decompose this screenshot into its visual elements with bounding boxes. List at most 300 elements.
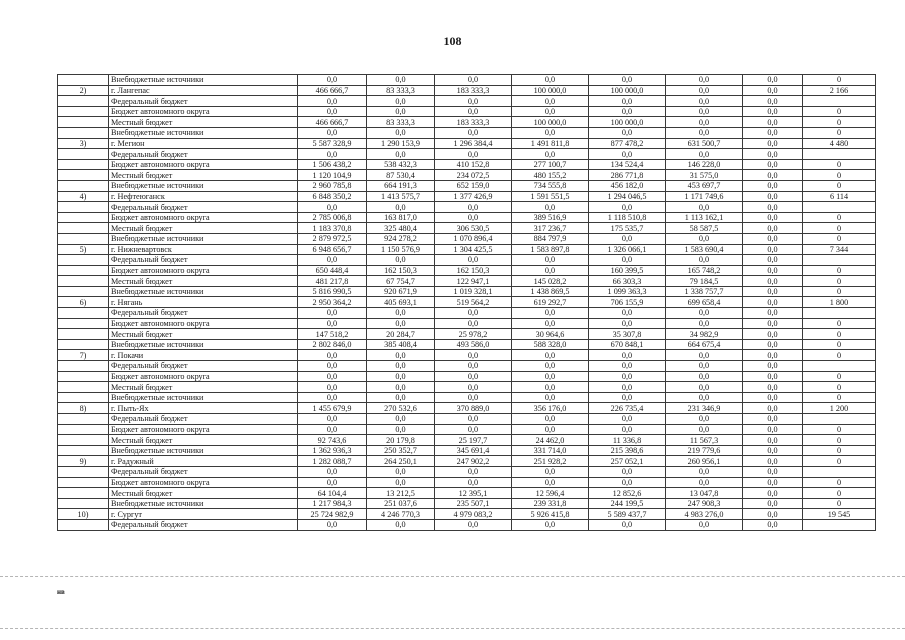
value-cell: 25 197,7 bbox=[435, 435, 512, 446]
value-cell: 0,0 bbox=[512, 96, 589, 107]
value-cell: 0,0 bbox=[298, 149, 367, 160]
value-cell: 20 284,7 bbox=[367, 329, 435, 340]
value-cell: 0,0 bbox=[298, 477, 367, 488]
value-cell: 4 983 276,0 bbox=[666, 509, 743, 520]
value-cell: 0,0 bbox=[743, 488, 803, 499]
value-cell: 0,0 bbox=[512, 106, 589, 117]
value-cell: 0,0 bbox=[743, 318, 803, 329]
value-cell: 0,0 bbox=[435, 350, 512, 361]
table-row-source bbox=[58, 382, 876, 393]
row-name-cell: Внебюджетные источники bbox=[109, 392, 298, 403]
value-cell: 0,0 bbox=[589, 308, 666, 319]
row-index-cell bbox=[58, 329, 109, 340]
value-cell: 11 567,3 bbox=[666, 435, 743, 446]
value-cell: 0 bbox=[803, 286, 876, 297]
row-name-cell: Внебюджетные источники bbox=[109, 339, 298, 350]
page-number: 108 bbox=[443, 34, 462, 48]
value-cell: 0,0 bbox=[743, 308, 803, 319]
row-index-cell bbox=[58, 414, 109, 425]
value-cell: 0,0 bbox=[298, 308, 367, 319]
value-cell: 64 104,4 bbox=[298, 488, 367, 499]
table-row-city bbox=[58, 85, 876, 96]
value-cell: 0,0 bbox=[589, 371, 666, 382]
table-row-city bbox=[58, 191, 876, 202]
value-cell: 0,0 bbox=[743, 202, 803, 213]
value-cell: 410 152,8 bbox=[435, 159, 512, 170]
row-name-cell: Местный бюджет bbox=[109, 170, 298, 181]
value-cell: 0,0 bbox=[743, 498, 803, 509]
value-cell: 1 438 869,5 bbox=[512, 286, 589, 297]
value-cell bbox=[803, 519, 876, 530]
row-name-cell: г. Мегион bbox=[109, 138, 298, 149]
row-name-cell: Внебюджетные источники bbox=[109, 286, 298, 297]
value-cell: 0,0 bbox=[743, 424, 803, 435]
value-cell: 0,0 bbox=[367, 96, 435, 107]
value-cell: 0 bbox=[803, 477, 876, 488]
value-cell: 389 516,9 bbox=[512, 212, 589, 223]
value-cell: 0,0 bbox=[743, 223, 803, 234]
value-cell: 0,0 bbox=[666, 127, 743, 138]
value-cell: 219 779,6 bbox=[666, 445, 743, 456]
value-cell: 0,0 bbox=[512, 318, 589, 329]
value-cell: 0 bbox=[803, 339, 876, 350]
value-cell: 0,0 bbox=[512, 392, 589, 403]
value-cell: 0,0 bbox=[743, 75, 803, 86]
footer-mark: нв bbox=[57, 588, 65, 596]
row-name-cell: Федеральный бюджет bbox=[109, 96, 298, 107]
row-index-cell: 10) bbox=[58, 509, 109, 520]
value-cell: 24 462,0 bbox=[512, 435, 589, 446]
value-cell: 0,0 bbox=[743, 117, 803, 128]
value-cell: 0,0 bbox=[589, 106, 666, 117]
row-index-cell bbox=[58, 477, 109, 488]
value-cell: 306 530,5 bbox=[435, 223, 512, 234]
value-cell: 0 bbox=[803, 392, 876, 403]
value-cell: 0,0 bbox=[367, 466, 435, 477]
value-cell: 0,0 bbox=[435, 212, 512, 223]
row-index-cell bbox=[58, 149, 109, 160]
value-cell: 1 183 370,8 bbox=[298, 223, 367, 234]
row-index-cell: 3) bbox=[58, 138, 109, 149]
value-cell: 0,0 bbox=[666, 96, 743, 107]
value-cell: 0,0 bbox=[298, 127, 367, 138]
value-cell: 0 bbox=[803, 445, 876, 456]
value-cell bbox=[803, 308, 876, 319]
value-cell: 0,0 bbox=[589, 96, 666, 107]
table-row-source bbox=[58, 276, 876, 287]
value-cell: 1 583 690,4 bbox=[666, 244, 743, 255]
value-cell: 0,0 bbox=[298, 255, 367, 266]
row-name-cell: Бюджет автономного округа bbox=[109, 424, 298, 435]
value-cell: 0,0 bbox=[743, 96, 803, 107]
value-cell: 0,0 bbox=[435, 424, 512, 435]
row-name-cell: Федеральный бюджет bbox=[109, 202, 298, 213]
row-name-cell: г. Нижневартовск bbox=[109, 244, 298, 255]
value-cell: 0,0 bbox=[743, 456, 803, 467]
row-name-cell: Федеральный бюджет bbox=[109, 466, 298, 477]
value-cell: 7 344 bbox=[803, 244, 876, 255]
value-cell: 0 bbox=[803, 212, 876, 223]
row-name-cell: Бюджет автономного округа bbox=[109, 212, 298, 223]
value-cell: 0,0 bbox=[743, 339, 803, 350]
value-cell: 100 000,0 bbox=[512, 85, 589, 96]
value-cell: 0,0 bbox=[512, 308, 589, 319]
row-index-cell bbox=[58, 276, 109, 287]
value-cell: 0,0 bbox=[743, 466, 803, 477]
value-cell: 0,0 bbox=[512, 75, 589, 86]
value-cell: 165 748,2 bbox=[666, 265, 743, 276]
row-name-cell: Бюджет автономного округа bbox=[109, 477, 298, 488]
value-cell: 0 bbox=[803, 424, 876, 435]
value-cell: 0,0 bbox=[743, 286, 803, 297]
value-cell: 277 100,7 bbox=[512, 159, 589, 170]
value-cell: 325 480,4 bbox=[367, 223, 435, 234]
value-cell: 0,0 bbox=[298, 350, 367, 361]
value-cell: 0,0 bbox=[435, 519, 512, 530]
value-cell: 0 bbox=[803, 117, 876, 128]
value-cell: 0,0 bbox=[743, 445, 803, 456]
value-cell: 4 979 083,2 bbox=[435, 509, 512, 520]
table-row-city bbox=[58, 138, 876, 149]
table-row-source bbox=[58, 170, 876, 181]
value-cell: 317 236,7 bbox=[512, 223, 589, 234]
value-cell: 1 019 328,1 bbox=[435, 286, 512, 297]
value-cell: 0,0 bbox=[589, 414, 666, 425]
row-index-cell bbox=[58, 308, 109, 319]
value-cell: 0,0 bbox=[589, 149, 666, 160]
value-cell: 146 228,0 bbox=[666, 159, 743, 170]
value-cell bbox=[803, 96, 876, 107]
value-cell: 0,0 bbox=[512, 255, 589, 266]
value-cell: 0 bbox=[803, 180, 876, 191]
row-index-cell bbox=[58, 212, 109, 223]
value-cell: 162 150,3 bbox=[435, 265, 512, 276]
value-cell: 0,0 bbox=[743, 159, 803, 170]
value-cell: 0,0 bbox=[666, 106, 743, 117]
value-cell: 5 926 415,8 bbox=[512, 509, 589, 520]
row-name-cell: г. Нефтеюганск bbox=[109, 191, 298, 202]
value-cell: 0,0 bbox=[743, 212, 803, 223]
value-cell: 877 478,2 bbox=[589, 138, 666, 149]
value-cell: 1 118 510,8 bbox=[589, 212, 666, 223]
value-cell: 92 743,6 bbox=[298, 435, 367, 446]
value-cell: 12 395,1 bbox=[435, 488, 512, 499]
value-cell: 588 328,0 bbox=[512, 339, 589, 350]
value-cell: 0,0 bbox=[666, 477, 743, 488]
value-cell: 0,0 bbox=[512, 149, 589, 160]
value-cell: 6 848 350,2 bbox=[298, 191, 367, 202]
value-cell: 0,0 bbox=[589, 233, 666, 244]
table-row-source bbox=[58, 223, 876, 234]
row-index-cell bbox=[58, 170, 109, 181]
value-cell: 0,0 bbox=[298, 361, 367, 372]
row-name-cell: Федеральный бюджет bbox=[109, 519, 298, 530]
value-cell: 0,0 bbox=[367, 127, 435, 138]
value-cell: 0,0 bbox=[435, 255, 512, 266]
value-cell: 260 956,1 bbox=[666, 456, 743, 467]
value-cell: 1 282 088,7 bbox=[298, 456, 367, 467]
row-index-cell bbox=[58, 339, 109, 350]
table-row-source bbox=[58, 371, 876, 382]
value-cell: 1 326 066,1 bbox=[589, 244, 666, 255]
value-cell: 134 524,4 bbox=[589, 159, 666, 170]
value-cell: 0,0 bbox=[435, 318, 512, 329]
value-cell: 0,0 bbox=[743, 403, 803, 414]
value-cell: 0,0 bbox=[666, 414, 743, 425]
row-index-cell bbox=[58, 255, 109, 266]
value-cell: 0,0 bbox=[512, 350, 589, 361]
row-index-cell bbox=[58, 223, 109, 234]
value-cell: 650 448,4 bbox=[298, 265, 367, 276]
value-cell: 0,0 bbox=[589, 127, 666, 138]
value-cell: 1 455 679,9 bbox=[298, 403, 367, 414]
value-cell: 0 bbox=[803, 456, 876, 467]
table-row-source bbox=[58, 149, 876, 160]
value-cell: 920 671,9 bbox=[367, 286, 435, 297]
row-index-cell: 6) bbox=[58, 297, 109, 308]
value-cell: 0,0 bbox=[435, 392, 512, 403]
value-cell: 0,0 bbox=[743, 382, 803, 393]
value-cell: 264 250,1 bbox=[367, 456, 435, 467]
value-cell: 405 693,1 bbox=[367, 297, 435, 308]
value-cell: 0 bbox=[803, 233, 876, 244]
value-cell: 4 246 770,3 bbox=[367, 509, 435, 520]
row-index-cell bbox=[58, 361, 109, 372]
value-cell: 215 398,6 bbox=[589, 445, 666, 456]
value-cell: 0,0 bbox=[298, 318, 367, 329]
table-row-source bbox=[58, 75, 876, 86]
value-cell: 270 532,6 bbox=[367, 403, 435, 414]
value-cell: 11 336,8 bbox=[589, 435, 666, 446]
row-index-cell bbox=[58, 318, 109, 329]
value-cell: 0 bbox=[803, 276, 876, 287]
value-cell: 0,0 bbox=[743, 138, 803, 149]
value-cell: 0,0 bbox=[589, 424, 666, 435]
value-cell: 5 587 328,9 bbox=[298, 138, 367, 149]
value-cell: 0 bbox=[803, 106, 876, 117]
value-cell: 631 500,7 bbox=[666, 138, 743, 149]
value-cell: 6 114 bbox=[803, 191, 876, 202]
value-cell: 0,0 bbox=[666, 371, 743, 382]
row-name-cell: г. Радужный bbox=[109, 456, 298, 467]
value-cell: 466 666,7 bbox=[298, 85, 367, 96]
value-cell: 0,0 bbox=[666, 318, 743, 329]
row-name-cell: Бюджет автономного округа bbox=[109, 265, 298, 276]
value-cell: 0,0 bbox=[512, 477, 589, 488]
row-name-cell: Местный бюджет bbox=[109, 435, 298, 446]
value-cell: 83 333,3 bbox=[367, 85, 435, 96]
value-cell: 0,0 bbox=[512, 382, 589, 393]
value-cell: 0,0 bbox=[666, 424, 743, 435]
table-row-source bbox=[58, 318, 876, 329]
value-cell: 30 964,6 bbox=[512, 329, 589, 340]
table-row-source bbox=[58, 96, 876, 107]
value-cell: 183 333,3 bbox=[435, 117, 512, 128]
row-name-cell: Федеральный бюджет bbox=[109, 308, 298, 319]
row-name-cell: Федеральный бюджет bbox=[109, 414, 298, 425]
value-cell: 0,0 bbox=[666, 382, 743, 393]
budget-table-container bbox=[57, 74, 875, 531]
value-cell: 31 575,0 bbox=[666, 170, 743, 181]
value-cell: 1 099 363,3 bbox=[589, 286, 666, 297]
value-cell: 0,0 bbox=[298, 371, 367, 382]
value-cell: 0 bbox=[803, 350, 876, 361]
value-cell: 664 191,3 bbox=[367, 180, 435, 191]
value-cell: 247 908,3 bbox=[666, 498, 743, 509]
value-cell bbox=[803, 255, 876, 266]
table-row-city bbox=[58, 244, 876, 255]
value-cell: 0,0 bbox=[589, 202, 666, 213]
value-cell: 1 506 438,2 bbox=[298, 159, 367, 170]
value-cell: 0,0 bbox=[743, 361, 803, 372]
table-row-source bbox=[58, 519, 876, 530]
value-cell: 0,0 bbox=[367, 149, 435, 160]
row-index-cell bbox=[58, 424, 109, 435]
row-index-cell: 4) bbox=[58, 191, 109, 202]
value-cell: 0,0 bbox=[367, 361, 435, 372]
table-row-source bbox=[58, 414, 876, 425]
value-cell: 19 545 bbox=[803, 509, 876, 520]
value-cell: 0 bbox=[803, 170, 876, 181]
value-cell: 147 518,2 bbox=[298, 329, 367, 340]
value-cell: 12 596,4 bbox=[512, 488, 589, 499]
value-cell: 0,0 bbox=[367, 318, 435, 329]
row-name-cell: Местный бюджет bbox=[109, 488, 298, 499]
value-cell: 453 697,7 bbox=[666, 180, 743, 191]
row-index-cell: 7) bbox=[58, 350, 109, 361]
value-cell: 0,0 bbox=[743, 329, 803, 340]
row-index-cell bbox=[58, 466, 109, 477]
value-cell: 0,0 bbox=[367, 371, 435, 382]
value-cell bbox=[803, 202, 876, 213]
row-name-cell: Внебюджетные источники bbox=[109, 180, 298, 191]
value-cell: 0,0 bbox=[367, 75, 435, 86]
row-name-cell: Местный бюджет bbox=[109, 382, 298, 393]
value-cell: 370 889,0 bbox=[435, 403, 512, 414]
value-cell: 699 658,4 bbox=[666, 297, 743, 308]
value-cell: 0,0 bbox=[367, 414, 435, 425]
value-cell: 0,0 bbox=[589, 392, 666, 403]
scan-artifact-line bbox=[0, 576, 905, 578]
value-cell: 231 346,9 bbox=[666, 403, 743, 414]
value-cell: 0,0 bbox=[589, 255, 666, 266]
value-cell: 0,0 bbox=[435, 414, 512, 425]
value-cell: 924 278,2 bbox=[367, 233, 435, 244]
value-cell: 0,0 bbox=[367, 477, 435, 488]
table-row-source bbox=[58, 265, 876, 276]
value-cell: 1 591 551,5 bbox=[512, 191, 589, 202]
value-cell: 0,0 bbox=[367, 255, 435, 266]
value-cell: 0,0 bbox=[367, 519, 435, 530]
value-cell: 1 294 046,5 bbox=[589, 191, 666, 202]
value-cell: 664 675,4 bbox=[666, 339, 743, 350]
value-cell: 20 179,8 bbox=[367, 435, 435, 446]
value-cell: 519 564,2 bbox=[435, 297, 512, 308]
row-name-cell: Местный бюджет bbox=[109, 329, 298, 340]
value-cell: 160 399,5 bbox=[589, 265, 666, 276]
value-cell: 2 950 364,2 bbox=[298, 297, 367, 308]
table-row-city bbox=[58, 350, 876, 361]
value-cell: 0 bbox=[803, 318, 876, 329]
table-row-source bbox=[58, 255, 876, 266]
table-row-city bbox=[58, 456, 876, 467]
row-index-cell bbox=[58, 106, 109, 117]
value-cell: 1 290 153,9 bbox=[367, 138, 435, 149]
row-name-cell: Местный бюджет bbox=[109, 117, 298, 128]
table-row-source bbox=[58, 202, 876, 213]
value-cell: 257 052,1 bbox=[589, 456, 666, 467]
value-cell: 0,0 bbox=[435, 75, 512, 86]
value-cell: 0,0 bbox=[743, 509, 803, 520]
value-cell: 0,0 bbox=[512, 361, 589, 372]
value-cell: 0,0 bbox=[298, 75, 367, 86]
value-cell: 0,0 bbox=[743, 435, 803, 446]
table-row-source bbox=[58, 498, 876, 509]
value-cell: 481 217,8 bbox=[298, 276, 367, 287]
row-index-cell bbox=[58, 180, 109, 191]
table-row-source bbox=[58, 106, 876, 117]
value-cell: 250 352,7 bbox=[367, 445, 435, 456]
value-cell: 0,0 bbox=[743, 170, 803, 181]
value-cell: 0,0 bbox=[298, 466, 367, 477]
value-cell: 0,0 bbox=[298, 414, 367, 425]
value-cell: 0,0 bbox=[298, 106, 367, 117]
value-cell: 1 200 bbox=[803, 403, 876, 414]
value-cell: 5 589 437,7 bbox=[589, 509, 666, 520]
value-cell: 239 331,8 bbox=[512, 498, 589, 509]
value-cell: 0,0 bbox=[512, 466, 589, 477]
row-name-cell: г. Сургут bbox=[109, 509, 298, 520]
value-cell: 345 691,4 bbox=[435, 445, 512, 456]
row-index-cell bbox=[58, 265, 109, 276]
value-cell bbox=[803, 466, 876, 477]
table-row-source bbox=[58, 488, 876, 499]
row-index-cell bbox=[58, 127, 109, 138]
row-name-cell: Внебюджетные источники bbox=[109, 498, 298, 509]
table-row-source bbox=[58, 466, 876, 477]
value-cell: 235 507,1 bbox=[435, 498, 512, 509]
value-cell: 0,0 bbox=[743, 392, 803, 403]
table-row-source bbox=[58, 127, 876, 138]
value-cell: 0,0 bbox=[666, 85, 743, 96]
value-cell: 0,0 bbox=[512, 519, 589, 530]
row-index-cell bbox=[58, 286, 109, 297]
budget-table bbox=[57, 74, 876, 531]
value-cell: 1 070 896,4 bbox=[435, 233, 512, 244]
value-cell: 356 176,0 bbox=[512, 403, 589, 414]
value-cell: 0,0 bbox=[298, 424, 367, 435]
value-cell: 0,0 bbox=[743, 191, 803, 202]
value-cell: 0,0 bbox=[435, 96, 512, 107]
value-cell: 0 bbox=[803, 265, 876, 276]
value-cell: 0,0 bbox=[666, 202, 743, 213]
value-cell: 0,0 bbox=[435, 361, 512, 372]
value-cell: 0,0 bbox=[435, 477, 512, 488]
value-cell: 0,0 bbox=[666, 233, 743, 244]
row-index-cell bbox=[58, 117, 109, 128]
value-cell: 0,0 bbox=[743, 414, 803, 425]
value-cell: 0,0 bbox=[589, 350, 666, 361]
row-name-cell: Внебюджетные источники bbox=[109, 75, 298, 86]
value-cell bbox=[803, 414, 876, 425]
value-cell: 0,0 bbox=[743, 180, 803, 191]
value-cell: 1 171 749,6 bbox=[666, 191, 743, 202]
table-row-source bbox=[58, 212, 876, 223]
row-name-cell: Бюджет автономного округа bbox=[109, 106, 298, 117]
row-index-cell bbox=[58, 519, 109, 530]
table-row-source bbox=[58, 424, 876, 435]
value-cell: 466 666,7 bbox=[298, 117, 367, 128]
